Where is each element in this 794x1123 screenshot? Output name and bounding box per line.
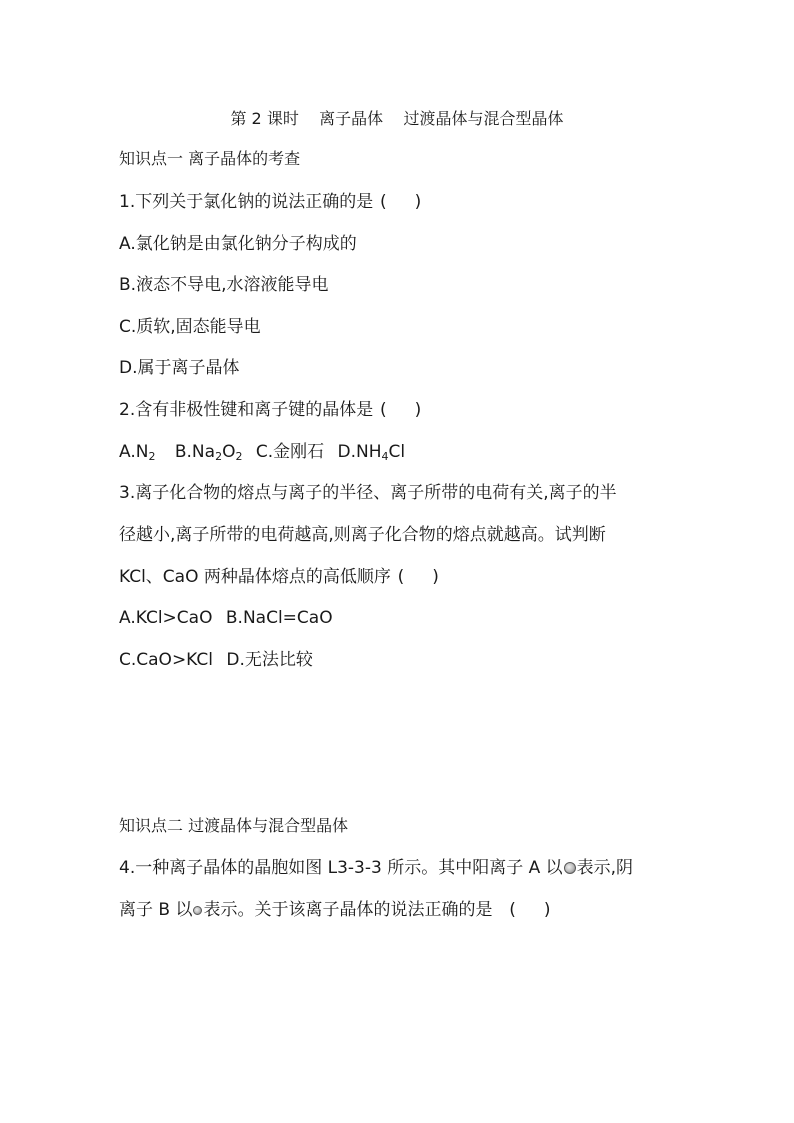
q3-options-row-2	[119, 649, 313, 671]
formula-text: D.NH	[337, 442, 382, 462]
section-heading-1: 知识点一 离子晶体的考查	[119, 149, 301, 168]
paren-open: (	[380, 192, 387, 212]
formula-subscript: 4	[381, 450, 389, 463]
question-4-text: 表示,阴	[576, 858, 634, 878]
paren-close: )	[414, 192, 422, 212]
formula-text: O	[222, 442, 236, 462]
formula-subscript: 2	[148, 450, 156, 463]
paren-open: (	[397, 567, 405, 587]
question-4-line-1	[119, 857, 633, 879]
formula-text: B.Na	[174, 442, 216, 462]
question-4-line-2	[119, 899, 552, 921]
paren-close: )	[414, 400, 422, 420]
formula-text: A.N	[119, 442, 149, 462]
q1-option-d: D.属于离子晶体	[119, 358, 240, 378]
question-3-stem-end: KCl、CaO 两种晶体熔点的高低顺序	[119, 567, 391, 587]
q3-option-d: D.无法比较	[226, 650, 313, 670]
lesson-title: 第 2 课时 离子晶体 过渡晶体与混合型晶体	[230, 109, 564, 128]
formula-text: Cl	[388, 442, 406, 462]
paren-open: (	[380, 400, 387, 420]
anion-b-icon	[193, 906, 202, 915]
question-3-line-1: 3.离子化合物的熔点与离子的半径、离子所带的电荷有关,离子的半	[119, 483, 617, 503]
q3-option-b: B.NaCl=CaO	[225, 608, 333, 628]
answer-blank-1[interactable]	[379, 191, 423, 213]
q2-option-a	[119, 442, 155, 462]
question-3-line-3	[119, 566, 440, 588]
section-heading-2: 知识点二 过渡晶体与混合型晶体	[119, 816, 349, 835]
paren-close: )	[432, 567, 439, 587]
question-3-line-2: 径越小,离子所带的电荷越高,则离子化合物的熔点就越高。试判断	[119, 525, 606, 545]
question-1-stem: 1.下列关于氯化钠的说法正确的是	[119, 192, 374, 212]
formula-subscript: 2	[215, 450, 223, 463]
question-1	[119, 191, 423, 213]
question-4-text: 表示。关于该离子晶体的说法正确的是	[203, 900, 493, 920]
q1-option-c: C.质软,固态能导电	[119, 317, 261, 337]
formula-subscript: 2	[235, 450, 243, 463]
q1-option-b: B.液态不导电,水溶液能导电	[119, 275, 329, 295]
q3-option-a: A.KCl>CaO	[119, 608, 213, 628]
question-4-text: 离子 B 以	[119, 900, 193, 920]
question-4-text: 4.一种离子晶体的晶胞如图 L3-3-3 所示。其中阳离子 A 以	[119, 858, 563, 878]
q2-option-d	[338, 442, 406, 462]
answer-blank-4[interactable]	[508, 899, 552, 921]
answer-blank-3[interactable]	[396, 566, 440, 588]
q2-option-b	[175, 442, 243, 462]
paren-open: (	[509, 900, 516, 920]
q1-option-a: A.氯化钠是由氯化钠分子构成的	[119, 234, 357, 254]
cation-a-icon	[564, 862, 576, 874]
q2-options	[119, 441, 405, 468]
answer-blank-2[interactable]	[379, 399, 423, 421]
paren-close: )	[543, 900, 551, 920]
question-2-stem: 2.含有非极性键和离子键的晶体是	[119, 400, 374, 420]
q3-options-row-1	[119, 607, 333, 629]
q3-option-c: C.CaO>KCl	[119, 650, 213, 670]
q2-option-c: C.金刚石	[255, 442, 325, 462]
question-2	[119, 399, 423, 421]
